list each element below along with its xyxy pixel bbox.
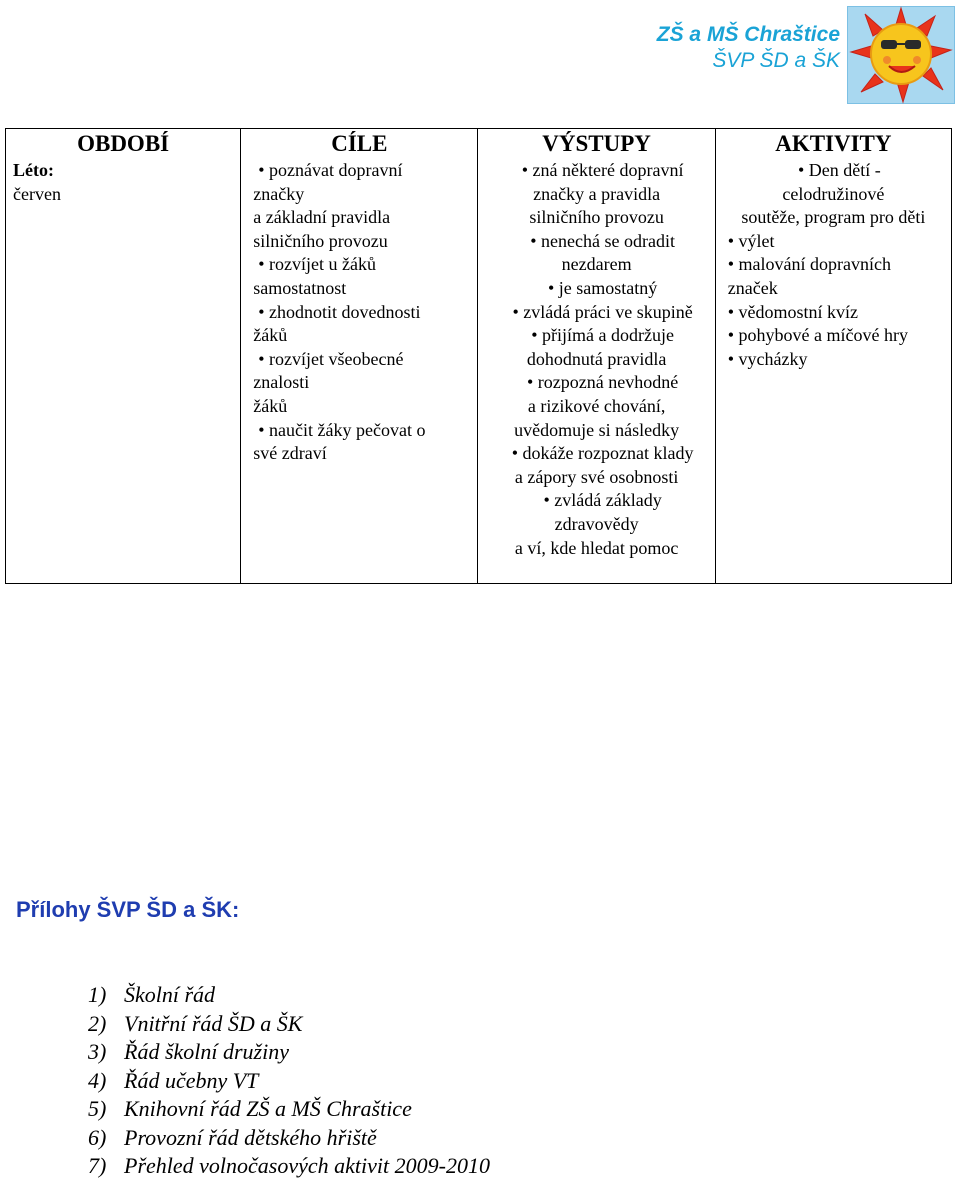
appendix-item xyxy=(88,1124,490,1153)
period-season: Léto: xyxy=(13,160,54,180)
goal-line: • poznávat dopravní xyxy=(258,160,403,180)
appendix-item-number: 1) xyxy=(88,982,107,1007)
appendix-list xyxy=(88,981,490,1181)
goal-line: • zhodnotit dovednosti xyxy=(258,301,421,322)
sun-logo-icon xyxy=(847,6,955,104)
appendix-item-text: Školní řád xyxy=(124,982,216,1007)
appendix-item-number: 6) xyxy=(88,1124,107,1150)
goal-line: • naučit žáky pečovat o xyxy=(258,419,426,440)
activity-line: • pohybové a míčové hry xyxy=(727,325,908,346)
activity-line: značek xyxy=(727,277,778,298)
goal-line: samostatnost xyxy=(253,277,347,298)
appendix-item xyxy=(88,1067,490,1096)
appendix-item xyxy=(88,981,490,1010)
activity-line: celodružinové xyxy=(782,183,885,204)
outcome-line: • zná některé dopravní xyxy=(521,160,684,180)
appendix-item-text: Řád školní družiny xyxy=(124,1039,289,1064)
appendix-item-number: 7) xyxy=(88,1153,107,1178)
header-cile: CÍLE xyxy=(241,129,478,158)
table-row xyxy=(6,157,952,584)
outcome-line: • dokáže rozpoznat klady xyxy=(511,443,694,464)
school-name: ZŠ a MŠ Chraštice xyxy=(656,23,840,46)
program-name: ŠVP ŠD a ŠK xyxy=(712,49,840,72)
outcome-line: • je samostatný xyxy=(547,277,658,298)
outcomes-list xyxy=(478,157,714,560)
activities-list xyxy=(716,157,951,371)
appendix-item-text: Řád učebny VT xyxy=(124,1067,259,1093)
header-vystupy: VÝSTUPY xyxy=(478,129,715,158)
outcome-line: značky a pravidla xyxy=(533,183,661,204)
goals-cell xyxy=(241,157,478,584)
appendix-item-text: Knihovní řád ZŠ a MŠ Chraštice xyxy=(124,1096,412,1121)
outcome-line: • zvládá základy xyxy=(543,490,662,511)
appendix-item-number: 3) xyxy=(88,1039,107,1064)
document-header xyxy=(657,22,840,74)
outcome-line: a zápory své osobnosti xyxy=(514,466,679,487)
period-month: červen xyxy=(13,183,61,204)
outcome-line: silničního provozu xyxy=(529,207,664,228)
outcome-line: • přijímá a dodržuje xyxy=(531,325,674,346)
appendix-title: Přílohy ŠVP ŠD a ŠK: xyxy=(16,897,240,922)
activity-line: soutěže, program pro děti xyxy=(741,207,926,228)
appendix-item xyxy=(88,1010,490,1039)
appendix-item-text: Vnitřní řád ŠD a ŠK xyxy=(124,1010,303,1036)
activities-cell xyxy=(715,157,951,584)
plan-table xyxy=(5,128,952,584)
appendix-item-number: 5) xyxy=(88,1096,107,1121)
outcome-line: a rizikové chování, xyxy=(527,395,666,416)
goals-list xyxy=(241,157,477,466)
appendix-item xyxy=(88,1152,490,1181)
activity-line: • výlet xyxy=(727,230,775,251)
appendix-item-text: Provozní řád dětského hřiště xyxy=(124,1124,377,1150)
goal-line: žáků xyxy=(253,395,288,416)
outcome-line: • zvládá práci ve skupině xyxy=(512,301,693,322)
goal-line: • rozvíjet u žáků xyxy=(258,254,376,275)
outcome-line: • rozpozná nevhodné xyxy=(526,372,679,393)
activity-line: • vycházky xyxy=(727,348,808,369)
header-obdobi: OBDOBÍ xyxy=(6,129,241,158)
table-header-row xyxy=(6,129,952,158)
appendix-item-number: 4) xyxy=(88,1067,107,1093)
appendix-item xyxy=(88,1038,490,1067)
goal-line: své zdraví xyxy=(253,443,327,464)
appendix-item-number: 2) xyxy=(88,1010,107,1036)
outcomes-cell xyxy=(478,157,715,584)
goal-line: • rozvíjet všeobecné xyxy=(258,348,404,369)
activity-line: • Den dětí - xyxy=(797,160,881,180)
goal-line: značky xyxy=(253,183,305,204)
activity-line: • malování dopravních xyxy=(727,254,891,275)
header-aktivity: AKTIVITY xyxy=(715,129,951,158)
activity-line: • vědomostní kvíz xyxy=(727,301,859,322)
goal-line: znalosti xyxy=(253,372,310,393)
outcome-line: zdravovědy xyxy=(554,513,639,534)
period-cell xyxy=(6,157,241,584)
outcome-line: nezdarem xyxy=(561,254,632,275)
appendix-item-text: Přehled volnočasových aktivit 2009-2010 xyxy=(124,1153,490,1178)
goal-line: žáků xyxy=(253,325,288,346)
appendix-item xyxy=(88,1095,490,1124)
outcome-line: a ví, kde hledat pomoc xyxy=(514,537,679,558)
outcome-line: dohodnutá pravidla xyxy=(526,348,667,369)
goal-line: silničního provozu xyxy=(253,230,388,251)
goal-line: a základní pravidla xyxy=(253,207,391,228)
outcome-line: • nenechá se odradit xyxy=(530,230,675,251)
outcome-line: uvědomuje si následky xyxy=(514,419,680,440)
